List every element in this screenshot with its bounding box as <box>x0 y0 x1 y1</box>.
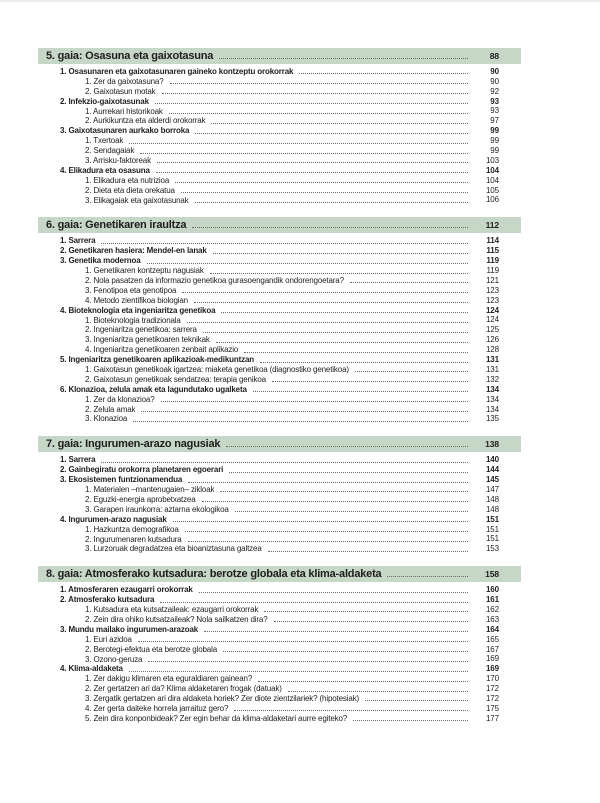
toc-entry-label: 3. Mundu mailako ingurumen-arazoak <box>60 624 199 634</box>
toc-entry-label: 4. Metodo zientifikoa biologian <box>85 295 188 305</box>
dotted-leader <box>192 227 468 228</box>
toc-entry <box>38 595 521 605</box>
toc-entry-page-number: 92 <box>490 86 499 96</box>
toc-entry-label: 1. Genetikaren kontzeptu nagusiak <box>85 266 204 276</box>
toc-entry-label: 2. Zein dira ohiko kutsatzaileak? Nola sailkatzen dira? <box>85 614 268 624</box>
toc-entry-label: 3. Elikagaiak eta gaixotasunak <box>85 195 189 205</box>
toc-entry-page-number: 131 <box>485 364 499 374</box>
toc-chapter <box>38 48 521 205</box>
toc-entry-label: 6. Klonazioa, zelula amak eta lagundutako ugalketa <box>60 384 247 394</box>
toc-entry-page-number: 170 <box>485 674 499 684</box>
toc-entry-page-number: 104 <box>485 175 499 185</box>
toc-entry-page-number: 160 <box>485 585 499 595</box>
toc-entry-label: 3. Ingeniaritza genetikoaren teknikak <box>85 335 210 345</box>
dotted-leader <box>213 253 468 254</box>
toc-entry-label: 1. Sarrera <box>60 455 96 465</box>
dotted-leader <box>355 371 468 372</box>
toc-entry-label: 2. Eguzki-energia aprobetxatzea <box>85 494 196 504</box>
toc-entry-page-number: 123 <box>485 285 499 295</box>
toc-entry-label: 1. Txertoak <box>85 136 124 146</box>
toc-entry-page-number: 90 <box>490 66 499 76</box>
toc-entry <box>38 404 521 414</box>
table-of-contents <box>38 48 521 723</box>
toc-entry-page-number: 165 <box>485 634 499 644</box>
dotted-leader <box>194 302 468 303</box>
toc-entry <box>38 156 521 166</box>
toc-entry <box>38 394 521 404</box>
toc-entry <box>38 175 521 185</box>
toc-entry-label: 5. Zein dira konponbideak? Zer egin behar da klima-aldaketari aurre egiteko? <box>85 713 348 723</box>
dotted-leader <box>141 411 468 412</box>
toc-entry-page-number: 162 <box>485 604 499 614</box>
toc-entry-page-number: 167 <box>485 644 499 654</box>
dotted-leader <box>195 202 468 203</box>
toc-entry <box>38 355 521 365</box>
toc-entry-label: 4. Ingeniaritza genetikoaren zenbait aplikazio <box>85 345 239 355</box>
toc-entry <box>38 256 521 266</box>
toc-entry <box>38 455 521 465</box>
toc-entry-page-number: 134 <box>485 394 499 404</box>
chapter-heading-bar <box>38 436 521 452</box>
toc-entry-page-number: 148 <box>485 494 499 504</box>
dotted-leader <box>133 421 468 422</box>
toc-entry-label: 3. Zergatik gertatzen ari dira aldaketa horiek? Zer diote zientzilariek? (hipotesiak) <box>85 694 360 704</box>
toc-entry-page-number: 134 <box>485 404 499 414</box>
toc-entry-page-number: 114 <box>486 236 499 246</box>
dotted-leader <box>226 446 468 447</box>
dotted-leader <box>173 521 468 522</box>
dotted-leader <box>101 243 468 244</box>
toc-entry <box>38 674 521 684</box>
toc-entry-page-number: 106 <box>485 195 499 205</box>
toc-entry <box>38 384 521 394</box>
chapter-title: 7. gaia: Ingurumen-arazo nagusiak <box>46 438 221 451</box>
dotted-leader <box>101 462 468 463</box>
toc-entry <box>38 165 521 175</box>
toc-entry-label: 2. Zer gertatzen ari da? Klima aldaketaren frogak (datuak) <box>85 684 282 694</box>
dotted-leader <box>170 83 468 84</box>
toc-entry-page-number: 151 <box>485 524 499 534</box>
toc-entry-label: 1. Atmosferaren ezaugarri orokorrak <box>60 585 193 595</box>
toc-entry-label: 1. Hazkuntza demografikoa <box>85 524 179 534</box>
dotted-leader <box>299 73 468 74</box>
toc-entry <box>38 494 521 504</box>
dotted-leader <box>185 531 468 532</box>
dotted-leader <box>155 103 468 104</box>
toc-entry-page-number: 177 <box>485 713 499 723</box>
dotted-leader <box>160 602 468 603</box>
dotted-leader <box>350 282 468 283</box>
toc-entry <box>38 285 521 295</box>
toc-entry-label: 2. Gainbegiratu orokorra planetaren egoerari <box>60 465 224 475</box>
dotted-leader <box>129 143 468 144</box>
toc-entry-label: 3. Klonazioa <box>85 414 128 424</box>
toc-entry-page-number: 99 <box>490 146 499 156</box>
toc-entry-page-number: 169 <box>485 664 499 674</box>
dotted-leader <box>258 681 468 682</box>
toc-entry-label: 2. Dieta eta dieta orekatua <box>85 185 175 195</box>
dotted-leader <box>274 621 468 622</box>
dotted-leader <box>234 710 468 711</box>
toc-entry-label: 2. Zelula amak <box>85 404 136 414</box>
toc-entry-page-number: 163 <box>485 614 499 624</box>
toc-entry <box>38 634 521 644</box>
toc-entry-label: 1. Gaixotasun genetikoak igartzea: miaketa genetikoa (diagnostiko genetikoa) <box>85 365 349 375</box>
toc-entry-page-number: 123 <box>485 295 499 305</box>
toc-entry-label: 2. Ingurumenaren kutsadura <box>85 534 182 544</box>
toc-entry-label: 3. Fenotipoa eta genotipoa <box>85 285 177 295</box>
dotted-leader <box>162 93 468 94</box>
toc-entry-label: 2. Atmosferako kutsadura <box>60 595 155 605</box>
toc-entry-page-number: 124 <box>485 305 499 315</box>
toc-entry <box>38 534 521 544</box>
dotted-leader <box>387 576 468 577</box>
toc-entry <box>38 246 521 256</box>
dotted-leader <box>220 491 468 492</box>
toc-entry-label: 1. Aurrekari historikoak <box>85 106 163 116</box>
toc-entry <box>38 86 521 96</box>
dotted-leader <box>161 401 469 402</box>
dotted-leader <box>272 381 468 382</box>
toc-entry <box>38 76 521 86</box>
toc-entry <box>38 136 521 146</box>
toc-chapter <box>38 436 521 553</box>
chapter-title: 5. gaia: Osasuna eta gaixotasuna <box>46 50 214 62</box>
dotted-leader <box>211 123 468 124</box>
toc-entry-label: 2. Ingeniaritza genetikoa: sarrera <box>85 325 197 335</box>
toc-entry <box>38 504 521 514</box>
toc-entry-page-number: 126 <box>485 335 499 345</box>
chapter-entries <box>38 455 521 554</box>
toc-entry <box>38 236 521 246</box>
toc-entry <box>38 305 521 315</box>
dotted-leader <box>181 192 468 193</box>
toc-entry-page-number: 144 <box>485 465 499 475</box>
toc-entry-label: 5. Ingeniaritza genetikoaren aplikazioak-medikuntzan <box>60 355 255 365</box>
toc-entry-label: 2. Infekzio-gaixotasunak <box>60 96 149 106</box>
toc-entry-label: 3. Lurzoruak degradatzea eta bioaniztasuna galtzea <box>85 544 262 554</box>
dotted-leader <box>138 641 468 642</box>
dotted-leader <box>199 592 468 593</box>
toc-entry-label: 1. Elikadura eta nutrizioa <box>85 175 170 185</box>
toc-entry-page-number: 124 <box>485 315 499 325</box>
toc-entry <box>38 195 521 205</box>
toc-entry-page-number: 119 <box>486 256 499 266</box>
toc-entry-page-number: 169 <box>485 654 499 664</box>
dotted-leader <box>188 482 468 483</box>
chapter-title: 8. gaia: Atmosferako kutsadura: berotze globala eta klima-aldaketa <box>46 568 382 581</box>
toc-entry-page-number: 172 <box>485 693 499 703</box>
dotted-leader <box>244 352 468 353</box>
page-top-edge-line <box>0 0 600 2</box>
toc-entry-label: 2. Genetikaren hasiera: Mendel-en lanak <box>60 246 207 256</box>
toc-entry <box>38 185 521 195</box>
toc-entry-page-number: 103 <box>485 155 499 165</box>
toc-entry <box>38 315 521 325</box>
toc-entry-label: 2. Gaixotasun motak <box>85 86 156 96</box>
toc-entry-page-number: 151 <box>485 534 499 544</box>
toc-entry-label: 4. Bioteknologia eta ingeniaritza genetikoa <box>60 305 216 315</box>
toc-entry-page-number: 175 <box>485 703 499 713</box>
toc-entry-label: 4. Klima-aldaketa <box>60 664 123 674</box>
toc-entry <box>38 67 521 77</box>
toc-entry-page-number: 134 <box>485 384 499 394</box>
toc-entry <box>38 106 521 116</box>
dotted-leader <box>195 133 468 134</box>
chapter-title: 6. gaia: Genetikaren iraultza <box>46 219 187 232</box>
toc-entry-page-number: 90 <box>490 76 499 86</box>
toc-entry <box>38 126 521 136</box>
toc-entry-page-number: 125 <box>485 325 499 335</box>
toc-entry-label: 3. Gaixotasunaren aurkako borroka <box>60 126 190 136</box>
toc-entry-page-number: 131 <box>485 355 499 365</box>
toc-entry <box>38 335 521 345</box>
toc-entry-page-number: 93 <box>490 96 499 106</box>
toc-entry <box>38 713 521 723</box>
chapter-entries <box>38 585 521 723</box>
toc-entry <box>38 684 521 694</box>
toc-entry-label: 3. Arrisku-faktoreak <box>85 156 151 165</box>
toc-entry-page-number: 128 <box>485 345 499 355</box>
dotted-leader <box>223 651 468 652</box>
dotted-leader <box>147 263 468 264</box>
toc-entry-page-number: 132 <box>485 374 499 384</box>
dotted-leader <box>221 312 468 313</box>
toc-entry <box>38 325 521 335</box>
toc-entry <box>38 624 521 634</box>
dotted-leader <box>175 182 468 183</box>
dotted-leader <box>365 700 468 701</box>
chapter-heading-bar <box>38 217 521 233</box>
dotted-leader <box>268 551 468 552</box>
toc-entry-label: 3. Garapen iraunkorra: aztarna ekologikoa <box>85 504 229 514</box>
toc-entry-label: 2. Aurkikuntza eta alderdi orokorrak <box>85 116 206 126</box>
dotted-leader <box>169 113 468 114</box>
toc-chapter <box>38 566 521 723</box>
toc-entry-label: 1. Sarrera <box>60 236 96 246</box>
toc-entry-page-number: 105 <box>485 185 499 195</box>
toc-entry-label: 1. Zer da klonazioa? <box>85 394 155 404</box>
dotted-leader <box>235 511 468 512</box>
toc-entry-page-number: 147 <box>485 484 499 494</box>
chapter-entries <box>38 67 521 205</box>
chapter-entries <box>38 236 521 424</box>
dotted-leader <box>157 162 468 163</box>
toc-entry <box>38 644 521 654</box>
toc-entry-label: 2. Berotegi-efektua eta berotze globala <box>85 644 218 654</box>
toc-entry-label: 2. Gaixotasun genetikoak sendatzea: terapia genikoa <box>85 374 266 384</box>
toc-entry-page-number: 151 <box>485 514 499 524</box>
dotted-leader <box>219 58 468 59</box>
toc-chapter <box>38 217 521 423</box>
dotted-leader <box>148 661 468 662</box>
toc-entry <box>38 146 521 156</box>
toc-entry <box>38 703 521 713</box>
toc-entry-label: 1. Bioteknologia tradizionala <box>85 315 181 325</box>
chapter-page-number: 88 <box>489 51 499 61</box>
toc-entry-page-number: 145 <box>485 475 499 485</box>
dotted-leader <box>229 472 468 473</box>
toc-entry-label: 4. Elikadura eta osasuna <box>60 165 150 175</box>
toc-entry-page-number: 115 <box>486 246 499 256</box>
toc-entry <box>38 585 521 595</box>
toc-entry <box>38 605 521 615</box>
toc-entry <box>38 694 521 704</box>
dotted-leader <box>264 611 468 612</box>
chapter-page-number: 112 <box>485 220 499 231</box>
toc-entry-label: 3. Ekosistemen funtzionamendua <box>60 475 183 485</box>
dotted-leader <box>182 292 468 293</box>
dotted-leader <box>260 362 468 363</box>
dotted-leader <box>202 501 468 502</box>
toc-entry-label: 4. Zer gerta daiteke horrela jarraituz gero? <box>85 703 229 713</box>
toc-entry <box>38 295 521 305</box>
toc-entry <box>38 276 521 286</box>
dotted-leader <box>156 172 468 173</box>
toc-entry-page-number: 97 <box>490 116 499 126</box>
dotted-leader <box>203 332 468 333</box>
toc-entry-page-number: 135 <box>485 414 499 424</box>
toc-entry <box>38 654 521 664</box>
toc-entry-label: 1. Euri azidoa <box>85 634 132 644</box>
toc-entry-label: 3. Ozono-geruza <box>85 654 143 664</box>
toc-entry <box>38 116 521 126</box>
toc-entry <box>38 475 521 485</box>
toc-entry <box>38 345 521 355</box>
dotted-leader <box>129 671 468 672</box>
toc-entry-label: 2. Sendagaiak <box>85 146 135 156</box>
dotted-leader <box>353 720 468 721</box>
toc-entry-label: 1. Osasunaren eta gaixotasunaren gaineko kontzeptu orokorrak <box>60 66 294 76</box>
dotted-leader <box>187 322 468 323</box>
dotted-leader <box>216 342 468 343</box>
chapter-page-number: 158 <box>485 569 499 580</box>
toc-entry-page-number: 99 <box>490 126 499 136</box>
toc-entry-label: 1. Zer da gaixotasuna? <box>85 76 164 86</box>
dotted-leader <box>140 153 468 154</box>
toc-entry-label: 4. Ingurumen-arazo nagusiak <box>60 514 167 524</box>
toc-entry-page-number: 119 <box>486 266 499 276</box>
dotted-leader <box>204 631 468 632</box>
chapter-heading-bar <box>38 48 521 64</box>
toc-entry <box>38 514 521 524</box>
toc-entry-page-number: 140 <box>485 455 499 465</box>
toc-entry-page-number: 121 <box>485 275 499 285</box>
toc-entry <box>38 96 521 106</box>
toc-entry-page-number: 164 <box>485 624 499 634</box>
toc-entry <box>38 374 521 384</box>
dotted-leader <box>188 541 468 542</box>
dotted-leader <box>288 691 468 692</box>
toc-entry <box>38 365 521 375</box>
toc-entry-label: 2. Nola pasatzen da informazio genetikoa gurasoengandik ondorengoetara? <box>85 276 344 286</box>
toc-entry <box>38 485 521 495</box>
toc-entry-page-number: 93 <box>490 106 499 116</box>
toc-entry <box>38 544 521 554</box>
toc-entry-label: 3. Genetika modernoa <box>60 256 141 266</box>
toc-entry-label: 1. Zer dakigu klimaren eta eguraldiaren gainean? <box>85 674 253 684</box>
toc-entry <box>38 266 521 276</box>
toc-entry <box>38 414 521 424</box>
toc-entry-page-number: 148 <box>485 504 499 514</box>
toc-entry <box>38 614 521 624</box>
toc-entry-page-number: 99 <box>490 136 499 146</box>
toc-entry <box>38 664 521 674</box>
chapter-heading-bar <box>38 566 521 582</box>
toc-entry-page-number: 104 <box>485 165 499 175</box>
chapter-page-number: 138 <box>485 439 499 450</box>
toc-entry <box>38 524 521 534</box>
toc-entry-page-number: 161 <box>485 595 499 605</box>
toc-entry-page-number: 172 <box>485 684 499 694</box>
dotted-leader <box>210 273 468 274</box>
dotted-leader <box>253 391 468 392</box>
toc-entry <box>38 465 521 475</box>
toc-entry-label: 1. Kutsadura eta kutsatzaileak: ezaugarri orokorrak <box>85 605 259 615</box>
toc-entry-page-number: 153 <box>485 544 499 554</box>
toc-entry-label: 1. Materialen –mantenugaien– zikloak <box>85 485 215 495</box>
